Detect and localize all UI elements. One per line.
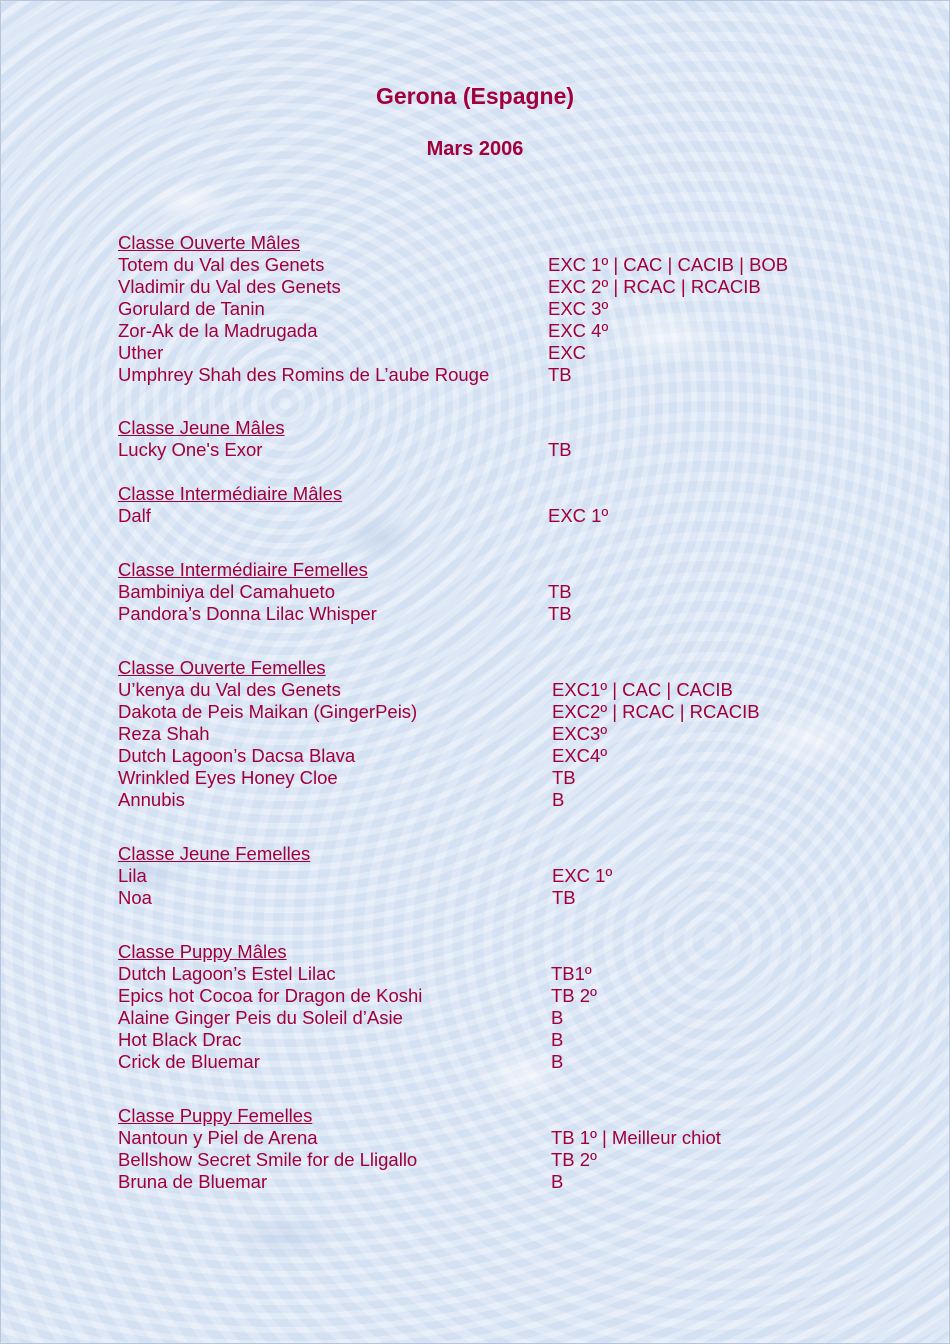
result-row <box>118 985 838 1007</box>
result-row <box>118 1051 838 1073</box>
dog-result: TB <box>548 364 572 385</box>
section-classe-ouverte-femelles <box>118 657 838 811</box>
dog-result: B <box>551 1029 564 1050</box>
dog-result: TB <box>548 603 572 624</box>
result-row <box>118 1029 838 1051</box>
result-row <box>118 1007 838 1029</box>
result-row <box>118 505 838 527</box>
section-title: Classe Puppy Mâles <box>118 941 287 962</box>
result-row <box>118 1171 838 1193</box>
dog-name: Dutch Lagoon’s Dacsa Blava <box>118 745 356 766</box>
dog-name: Annubis <box>118 789 185 810</box>
dog-result: TB 2º <box>551 1149 597 1170</box>
result-row <box>118 767 838 789</box>
dog-result: EXC <box>548 342 587 363</box>
section-title: Classe Ouverte Mâles <box>118 232 300 253</box>
dog-result: EXC 3º <box>548 298 609 319</box>
result-row <box>118 603 838 625</box>
result-row <box>118 342 838 364</box>
dog-name: Reza Shah <box>118 723 210 744</box>
dog-name: Hot Black Drac <box>118 1029 242 1050</box>
dog-name: Totem du Val des Genets <box>118 254 325 275</box>
section-title: Classe Puppy Femelles <box>118 1105 313 1126</box>
section-title: Classe Ouverte Femelles <box>118 657 326 678</box>
dog-result: EXC2º | RCAC | RCACIB <box>552 701 760 722</box>
result-row <box>118 1149 838 1171</box>
dog-result: EXC 2º | RCAC | RCACIB <box>548 276 761 297</box>
result-row <box>118 963 838 985</box>
section-title: Classe Intermédiaire Mâles <box>118 483 343 504</box>
dog-name: Alaine Ginger Peis du Soleil d’Asie <box>118 1007 403 1028</box>
result-row <box>118 276 838 298</box>
dog-name: Dutch Lagoon’s Estel Lilac <box>118 963 336 984</box>
dog-result: TB <box>548 439 572 460</box>
section-title: Classe Jeune Femelles <box>118 843 311 864</box>
dog-name: Crick de Bluemar <box>118 1051 260 1072</box>
result-row <box>118 254 838 276</box>
dog-name: Lila <box>118 865 147 886</box>
dog-name: Bruna de Bluemar <box>118 1171 268 1192</box>
dog-result: EXC 1º | CAC | CACIB | BOB <box>548 254 789 275</box>
dog-name: Epics hot Cocoa for Dragon de Koshi <box>118 985 423 1006</box>
result-row <box>118 789 838 811</box>
dog-result: TB 1º | Meilleur chiot <box>551 1127 721 1148</box>
section-classe-puppy-males <box>118 941 838 1073</box>
result-row <box>118 320 838 342</box>
page-title: Gerona (Espagne) <box>375 83 575 109</box>
dog-name: Noa <box>118 887 152 908</box>
section-classe-intermediaire-males <box>118 483 838 527</box>
dog-name: Gorulard de Tanin <box>118 298 265 319</box>
dog-result: EXC 1º <box>548 505 609 526</box>
section-classe-intermediaire-femelles <box>118 559 838 625</box>
result-row <box>118 364 838 386</box>
dog-result: EXC4º <box>552 745 608 766</box>
dog-name: Bellshow Secret Smile for de Lligallo <box>118 1149 418 1170</box>
section-classe-jeune-femelles <box>118 843 838 909</box>
dog-name: Vladimir du Val des Genets <box>118 276 341 297</box>
section-classe-jeune-males <box>118 417 838 461</box>
dog-result: B <box>552 789 565 810</box>
section-title: Classe Intermédiaire Femelles <box>118 559 368 580</box>
result-row <box>118 865 838 887</box>
dog-result: TB1º <box>551 963 592 984</box>
section-title: Classe Jeune Mâles <box>118 417 285 438</box>
dog-name: Dalf <box>118 505 151 526</box>
dog-name: Umphrey Shah des Romins de L’aube Rouge <box>118 364 490 385</box>
result-row <box>118 581 838 603</box>
dog-name: Dakota de Peis Maikan (GingerPeis) <box>118 701 418 722</box>
result-row <box>118 887 838 909</box>
dog-name: Uther <box>118 342 164 363</box>
result-row <box>118 1127 838 1149</box>
dog-result: EXC3º <box>552 723 608 744</box>
dog-name: Zor-Ak de la Madrugada <box>118 320 318 341</box>
dog-name: Nantoun y Piel de Arena <box>118 1127 318 1148</box>
dog-result: EXC1º | CAC | CACIB <box>552 679 733 700</box>
result-row <box>118 679 838 701</box>
section-classe-ouverte-males <box>118 232 838 386</box>
dog-result: EXC 1º <box>552 865 613 886</box>
result-row <box>118 723 838 745</box>
result-row <box>118 745 838 767</box>
dog-result: TB <box>552 767 576 788</box>
dog-result: B <box>551 1171 564 1192</box>
result-row <box>118 298 838 320</box>
result-row <box>118 701 838 723</box>
page-date: Mars 2006 <box>426 138 524 160</box>
dog-name: U’kenya du Val des Genets <box>118 679 341 700</box>
dog-result: B <box>551 1051 564 1072</box>
dog-name: Lucky One's Exor <box>118 439 263 460</box>
dog-result: TB <box>548 581 572 602</box>
dog-result: TB <box>552 887 576 908</box>
section-classe-puppy-femelles <box>118 1105 838 1193</box>
dog-name: Wrinkled Eyes Honey Cloe <box>118 767 338 788</box>
dog-name: Pandora’s Donna Lilac Whisper <box>118 603 377 624</box>
results-list <box>118 232 838 1193</box>
result-row <box>118 439 838 461</box>
dog-result: B <box>551 1007 564 1028</box>
dog-name: Bambiniya del Camahueto <box>118 581 335 602</box>
dog-result: EXC 4º <box>548 320 609 341</box>
dog-result: TB 2º <box>551 985 597 1006</box>
